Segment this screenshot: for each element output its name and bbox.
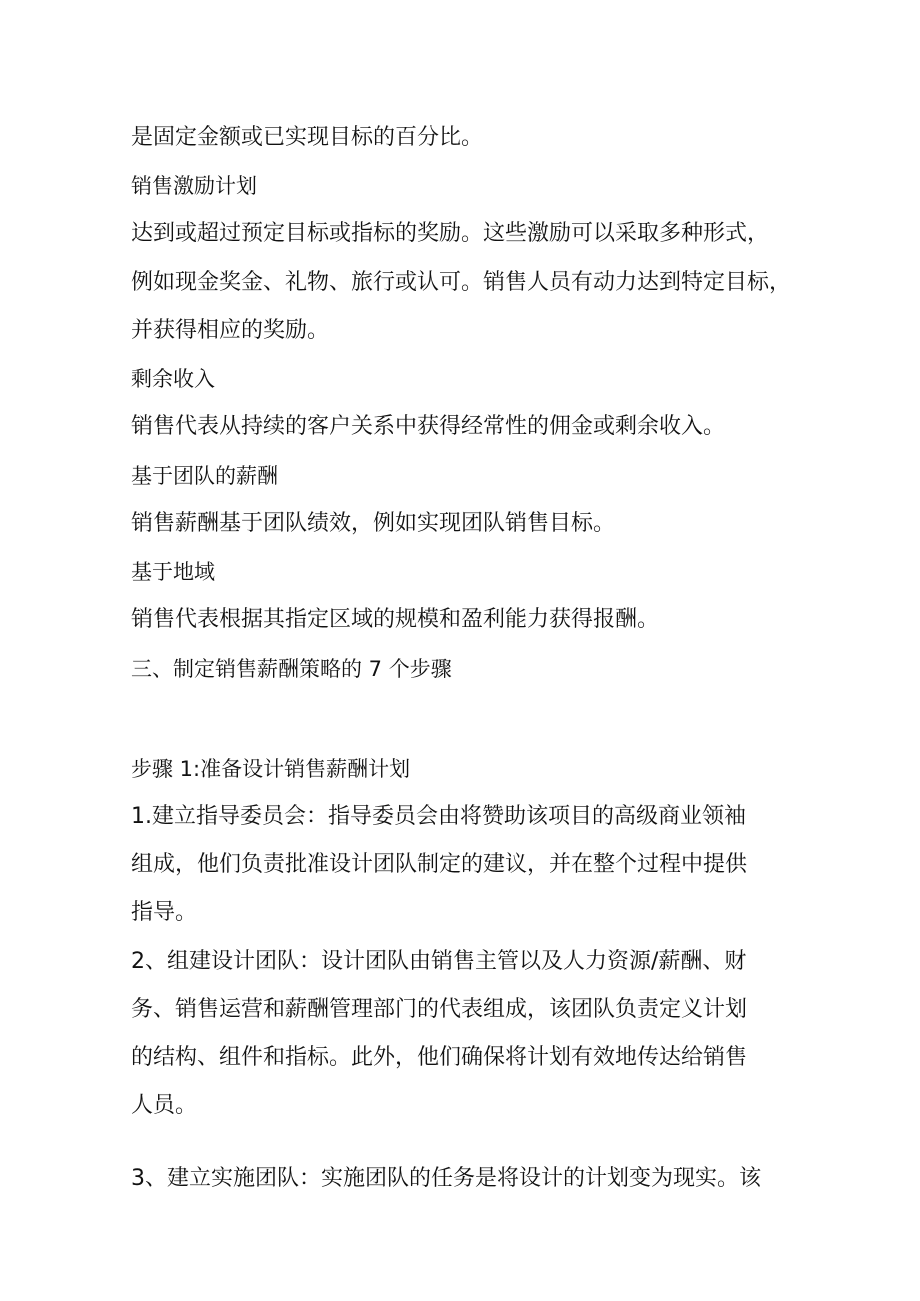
body-text-line: 销售薪酬基于团队绩效，例如实现团队销售目标。: [131, 511, 616, 536]
body-text-line: 人员。: [131, 1093, 198, 1118]
body-text-line: 销售代表根据其指定区域的规模和盈利能力获得报酬。: [131, 607, 660, 632]
chapter-heading: 三、制定销售薪酬策略的 7 个步骤: [131, 657, 452, 681]
body-text-line: 是固定金额或已实现目标的百分比。: [131, 125, 484, 150]
body-text-line: 组成，他们负责批准设计团队制定的建议，并在整个过程中提供: [131, 852, 748, 877]
section-heading: 销售激励计划: [131, 174, 257, 198]
body-text-line: 2、组建设计团队：设计团队由销售主管以及人力资源/薪酬、财: [131, 949, 747, 974]
section-heading: 剩余收入: [131, 367, 215, 391]
section-heading: 基于团队的薪酬: [131, 464, 278, 488]
step-heading: 步骤 1:准备设计销售薪酬计划: [131, 757, 411, 781]
body-text-line: 销售代表从持续的客户关系中获得经常性的佣金或剩余收入。: [131, 414, 726, 439]
section-heading: 基于地域: [131, 560, 215, 584]
body-text-line: 1.建立指导委员会：指导委员会由将赞助该项目的高级商业领袖: [131, 804, 746, 829]
body-text-line: 达到或超过预定目标或指标的奖励。这些激励可以采取多种形式，: [131, 221, 770, 246]
body-text-line: 指导。: [131, 900, 198, 925]
body-text-line: 3、建立实施团队：实施团队的任务是将设计的计划变为现实。该: [131, 1166, 761, 1191]
body-text-line: 并获得相应的奖励。: [131, 318, 330, 343]
body-text-line: 务、销售运营和薪酬管理部门的代表组成，该团队负责定义计划: [131, 997, 748, 1022]
body-text-line: 的结构、组件和指标。此外，他们确保将计划有效地传达给销售: [131, 1045, 748, 1070]
body-text-line: 例如现金奖金、礼物、旅行或认可。销售人员有动力达到特定目标，: [131, 270, 792, 295]
